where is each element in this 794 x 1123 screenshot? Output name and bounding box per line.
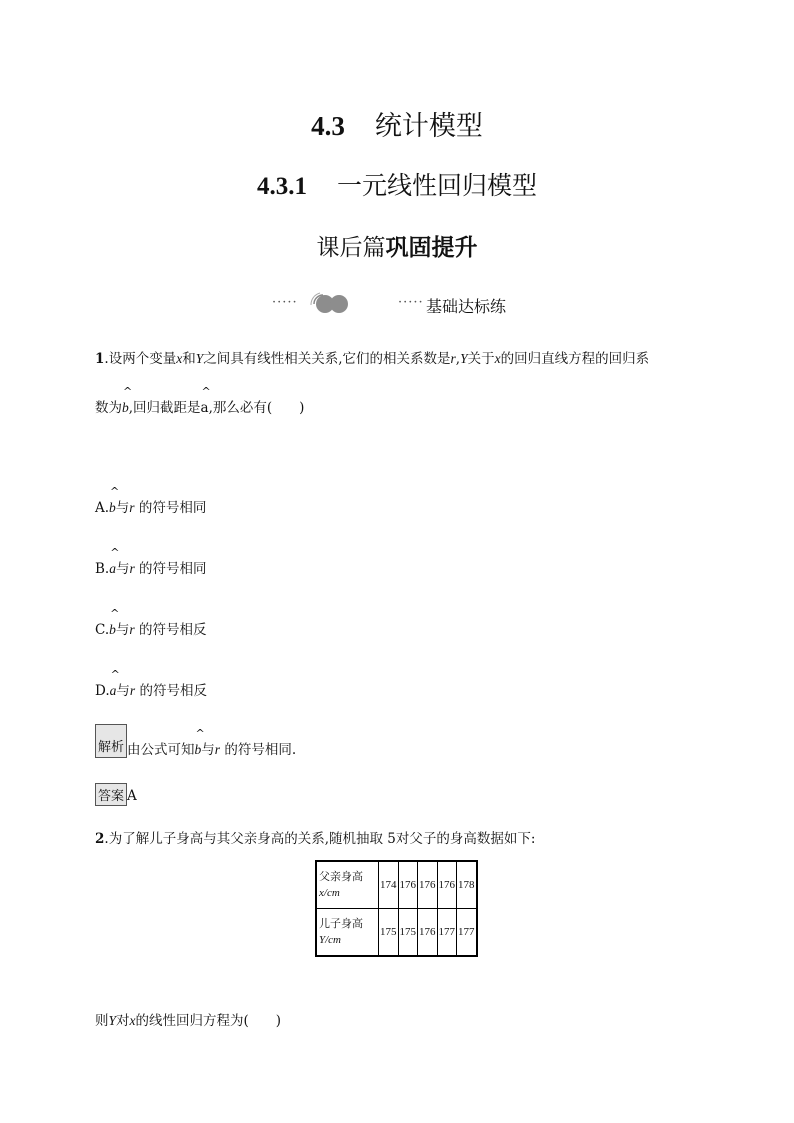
banner-label: 基础达标练 [426, 297, 507, 316]
option-label: D. [95, 683, 110, 699]
q2-line1 [95, 827, 535, 847]
section-number: 4.3 [311, 111, 345, 141]
option-text: 的符号相同 [139, 561, 207, 577]
analysis-text: 由公式可知 [127, 742, 195, 758]
option-text: 与 [115, 500, 130, 516]
row-header [316, 909, 379, 957]
option-text: 的符号相反 [139, 683, 207, 699]
q1-text: 的回归直线方程的回归系 [500, 351, 650, 367]
table-row [316, 861, 477, 909]
option-var: a [109, 683, 117, 698]
var-a: a [200, 400, 209, 416]
table-cell: 175 [398, 909, 418, 957]
row-header-unit: Y/cm [319, 934, 341, 946]
q1-text: 之间具有线性相关关系,它们的相关系数是 [203, 351, 451, 367]
var-x: x [176, 351, 183, 366]
var-y: Y [108, 1013, 117, 1028]
option-label: A. [95, 500, 110, 516]
var-r: r [129, 683, 136, 698]
var-r: r [129, 622, 135, 637]
option-text: 与 [115, 622, 130, 638]
hat-symbol: ^ [110, 485, 120, 498]
part-title [0, 229, 794, 262]
q1-option-d[interactable] [95, 668, 207, 699]
hat-symbol: ^ [195, 727, 205, 740]
table-cell: 176 [418, 861, 438, 909]
table-row [316, 909, 477, 957]
var-r: r [450, 351, 456, 366]
section-name: 统计模型 [374, 111, 483, 142]
q1-text: 和 [182, 351, 196, 367]
q2-text: .为了解儿子身高与其父亲身高的关系,随机抽取 5对父子的身高数据如下: [104, 831, 536, 847]
var-y: Y [460, 351, 468, 366]
var-b: b [194, 742, 202, 757]
table-cell: 178 [457, 861, 477, 909]
row-header-unit: x/cm [319, 887, 340, 899]
q1-option-c[interactable] [95, 607, 207, 638]
table-cell: 175 [379, 909, 399, 957]
q1-line2 [95, 385, 305, 416]
part-bold: 巩固提升 [385, 235, 478, 261]
var-r: r [129, 500, 135, 515]
subsection-number: 4.3.1 [256, 173, 307, 200]
q2-text: 对 [116, 1013, 130, 1029]
q1-text: 数为 [95, 400, 122, 416]
q1-analysis [95, 724, 296, 758]
option-var: b [109, 500, 116, 515]
banner-badge-icon [308, 292, 352, 316]
option-var: a [109, 561, 116, 576]
table-cell: 177 [437, 909, 457, 957]
q1-option-b[interactable] [95, 546, 207, 577]
option-text: 与 [116, 683, 130, 699]
banner-dots-right: ····· [398, 295, 424, 310]
part-prefix: 课后篇 [316, 235, 386, 261]
var-b: b [122, 400, 129, 415]
option-text: 的符号相反 [138, 622, 207, 638]
q1-number: 1 [95, 351, 105, 367]
hat-symbol: ^ [123, 385, 133, 398]
q1-text: , [455, 351, 461, 367]
banner-dots-left: ····· [272, 295, 298, 310]
q2-text: 则 [95, 1013, 109, 1029]
analysis-text: 的符号相同. [224, 742, 297, 758]
var-r: r [214, 742, 221, 757]
table-cell: 176 [418, 909, 438, 957]
answer-value: A [127, 788, 137, 804]
height-table-wrapper [315, 860, 478, 957]
option-text: 与 [115, 561, 130, 577]
q1-text: ,回归截距是 [128, 400, 201, 416]
answer-label: 答案 [95, 783, 127, 806]
row-header-text: 父亲身高 [319, 870, 363, 883]
option-label: C. [95, 622, 110, 638]
analysis-text: 与 [201, 742, 215, 758]
q2-line2 [95, 1009, 281, 1029]
option-text: 的符号相同 [138, 500, 207, 516]
q1-text: .设两个变量 [104, 351, 177, 367]
analysis-label: 解析 [95, 724, 127, 758]
option-var: b [109, 622, 116, 637]
q1-text: ,那么必有( ) [208, 400, 305, 416]
height-table [315, 860, 478, 957]
hat-symbol: ^ [110, 607, 120, 620]
subsection-name: 一元线性回归模型 [336, 171, 537, 200]
table-cell: 176 [398, 861, 418, 909]
q1-answer [95, 783, 137, 806]
var-x: x [129, 1013, 136, 1028]
q1-text: 关于 [467, 351, 495, 367]
subsection-title [0, 166, 794, 202]
hat-symbol: ^ [110, 546, 120, 559]
row-header [316, 861, 379, 909]
var-r: r [129, 561, 135, 576]
q1-option-a[interactable] [95, 485, 207, 516]
hat-symbol: ^ [201, 385, 211, 398]
var-x: x [494, 351, 501, 366]
row-header-text: 儿子身高 [319, 917, 363, 930]
table-cell: 177 [457, 909, 477, 957]
q2-number: 2 [95, 831, 105, 847]
option-label: B. [95, 561, 110, 577]
hat-symbol: ^ [110, 668, 120, 681]
section-title [0, 104, 794, 143]
table-cell: 176 [437, 861, 457, 909]
q2-text: 的线性回归方程为( ) [135, 1013, 282, 1029]
q1-line1 [95, 347, 649, 367]
table-cell: 174 [379, 861, 399, 909]
var-y: Y [195, 351, 204, 366]
